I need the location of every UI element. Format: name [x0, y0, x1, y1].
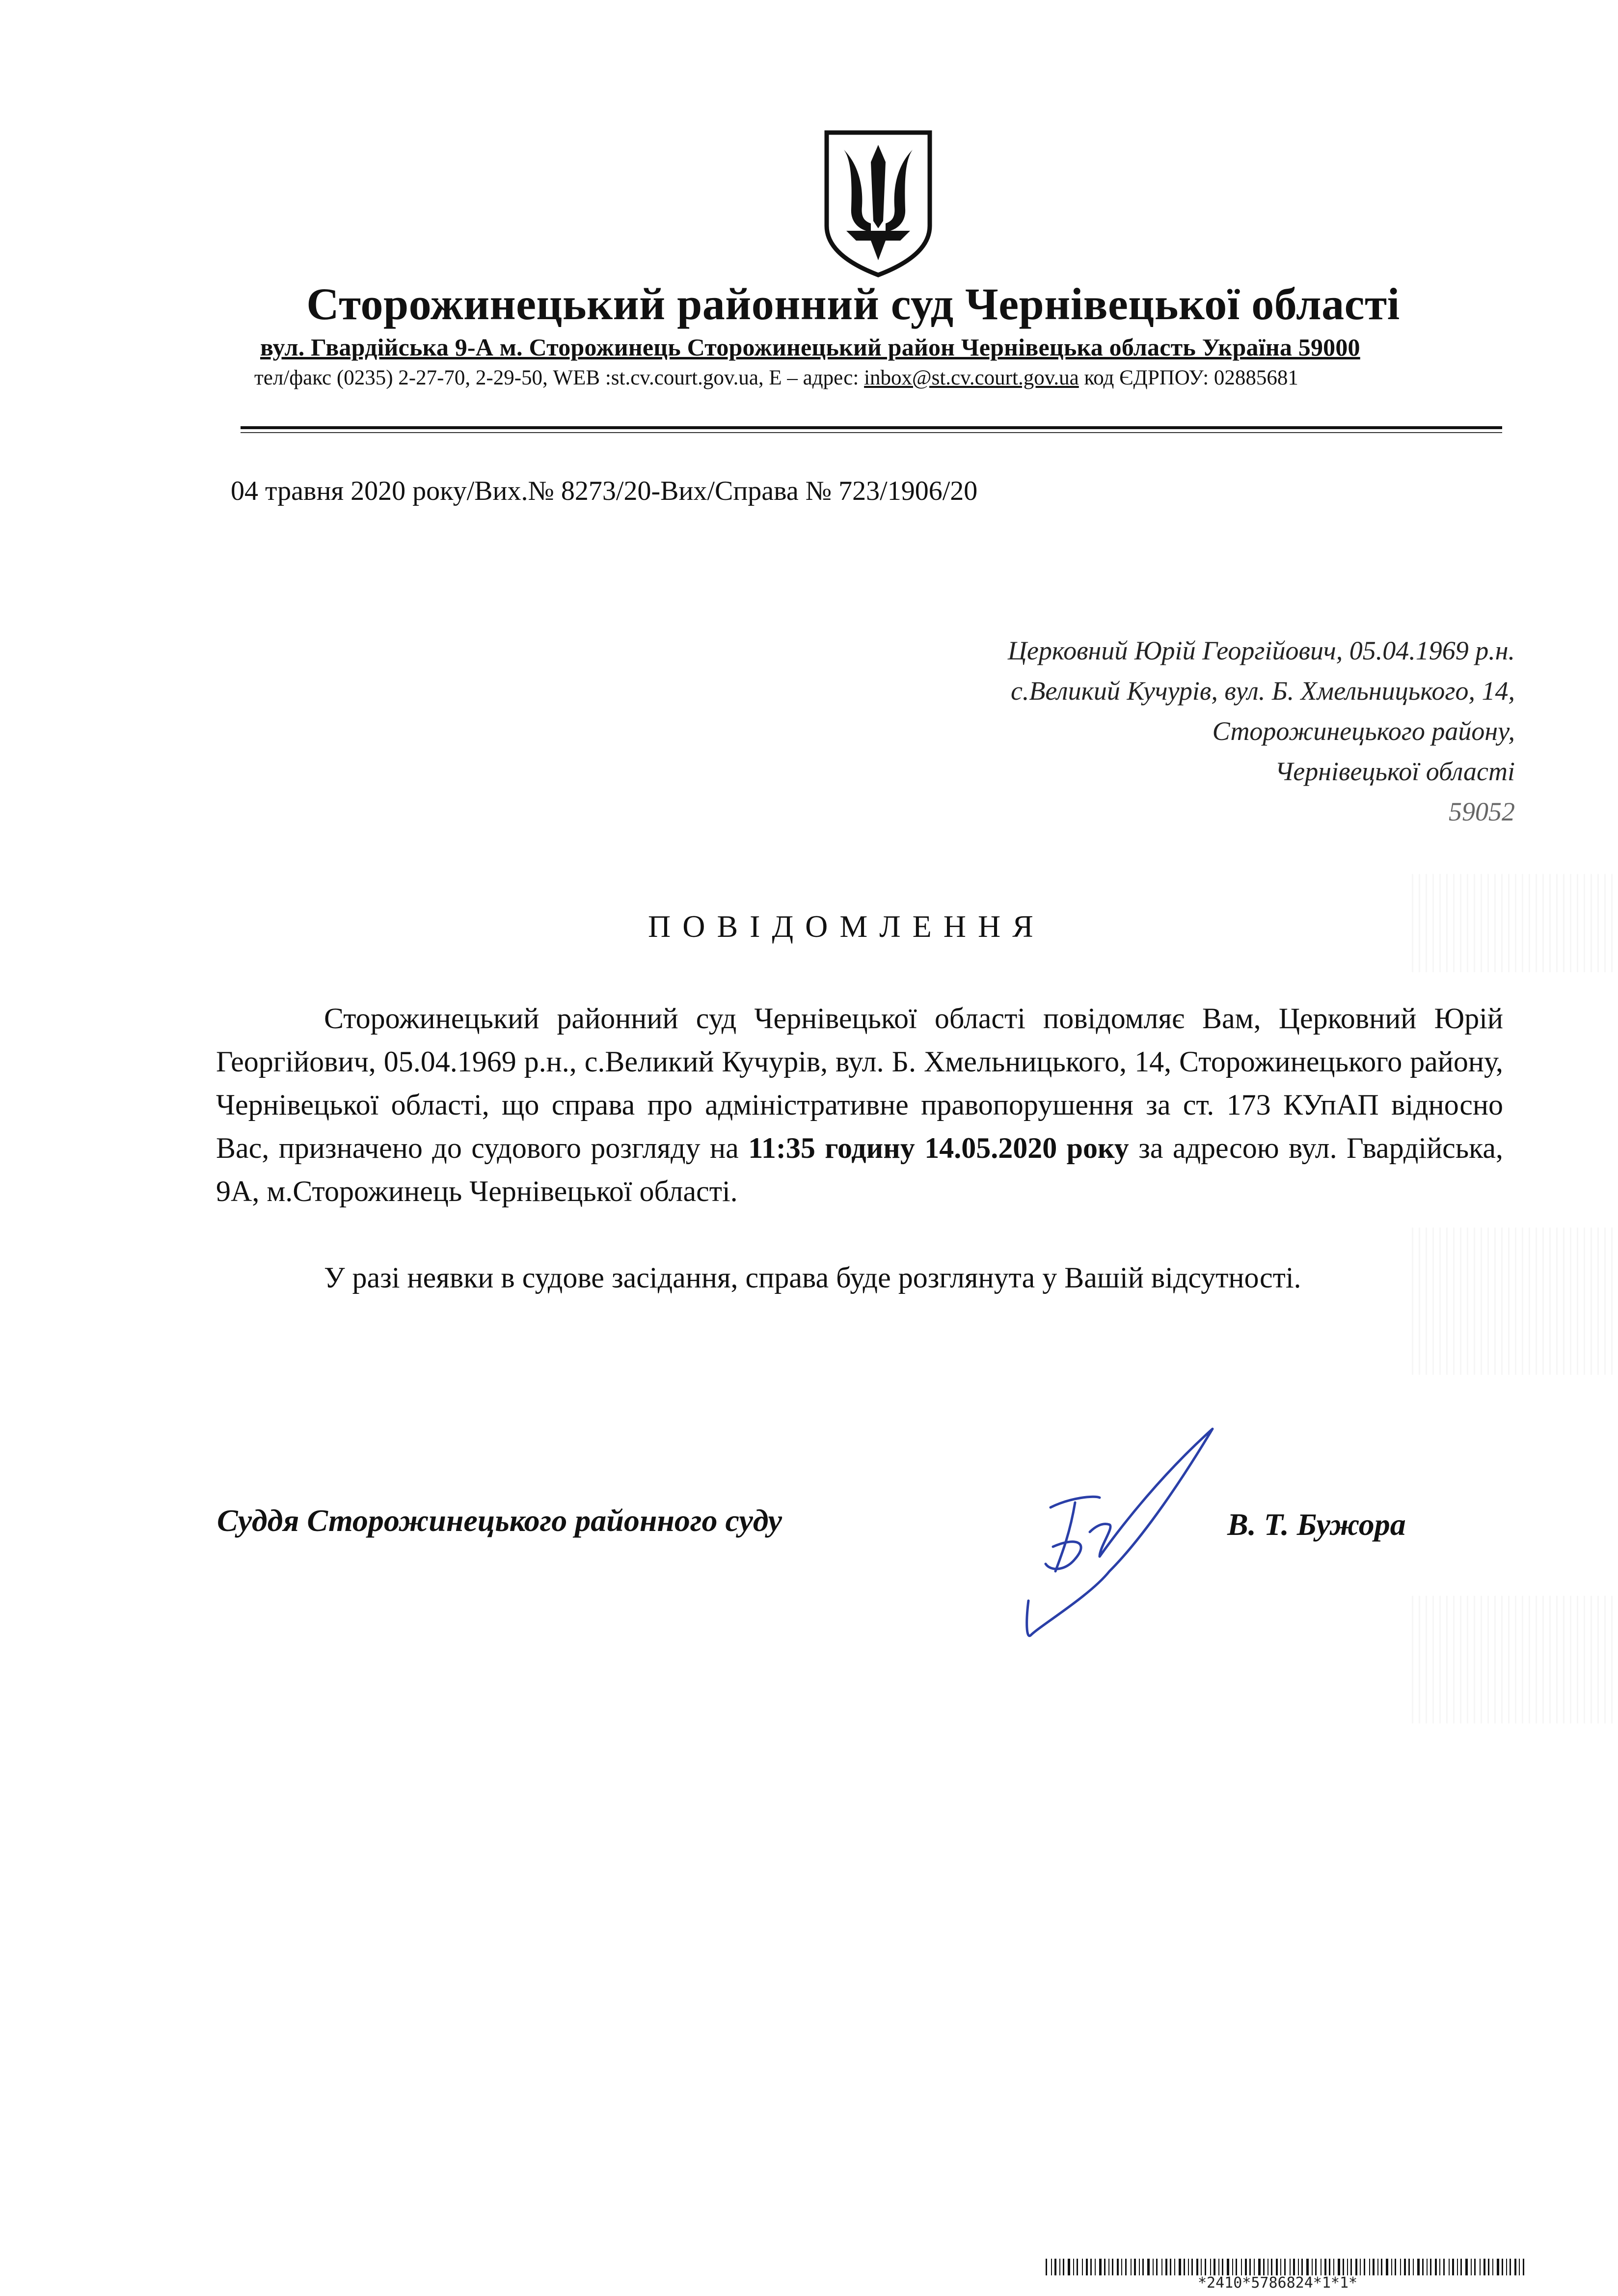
judge-name: В. Т. Бужора	[1227, 1507, 1406, 1542]
header-divider	[241, 426, 1502, 429]
barcode-text: *2410*5786824*1*1*	[1198, 2274, 1358, 2292]
scan-artifact	[1412, 1596, 1618, 1723]
barcode-bar	[1510, 2259, 1511, 2275]
barcode-bar	[1188, 2259, 1189, 2275]
scan-artifact	[1412, 874, 1618, 972]
barcode-bar	[1073, 2259, 1074, 2275]
barcode-bar	[1474, 2259, 1476, 2275]
contacts-prefix: тел/факс (0235) 2-27-70, 2-29-50, WEB :st.cv.court.gov.ua, E – адрес:	[254, 366, 864, 389]
barcode-bar	[1156, 2259, 1158, 2275]
barcode-bar	[1165, 2259, 1167, 2275]
barcode-bar	[1210, 2259, 1211, 2275]
barcode-bar	[1184, 2259, 1185, 2275]
barcode-bar	[1153, 2259, 1154, 2275]
barcode-bar	[1077, 2259, 1078, 2275]
judge-title: Суддя Сторожинецького районного суду	[217, 1503, 782, 1538]
barcode-icon	[1046, 2259, 1527, 2275]
barcode-bar	[1099, 2259, 1102, 2275]
barcode-bar	[1523, 2259, 1524, 2275]
barcode-bar	[1082, 2259, 1083, 2275]
hearing-time: 11:35 годину 14.05.2020 року	[748, 1132, 1129, 1164]
barcode-bar	[1519, 2259, 1520, 2275]
barcode-bar	[1201, 2259, 1202, 2275]
barcode-bar	[1117, 2259, 1119, 2275]
barcode-bar	[1488, 2259, 1489, 2275]
barcode-bar	[1324, 2259, 1326, 2275]
barcode-bar	[1338, 2259, 1340, 2275]
barcode-bar	[1254, 2259, 1255, 2275]
barcode-bar	[1369, 2259, 1370, 2275]
barcode-bar	[1298, 2259, 1299, 2275]
header-divider-thin	[241, 432, 1502, 433]
barcode-bar	[1391, 2259, 1392, 2275]
barcode-bar	[1449, 2259, 1450, 2275]
barcode-bar	[1471, 2259, 1472, 2275]
barcode-bar	[1312, 2259, 1313, 2275]
barcode-bar	[1245, 2259, 1247, 2275]
barcode-bar	[1196, 2259, 1198, 2275]
barcode-bar	[1174, 2259, 1175, 2275]
court-address: вул. Гвардійська 9-А м. Сторожинець Сторожинецький район Чернівецька область Україна 59000	[260, 333, 1360, 361]
barcode-bar	[1046, 2259, 1047, 2275]
barcode-bar	[1483, 2259, 1485, 2275]
barcode-bar	[1395, 2259, 1396, 2275]
barcode-bar	[1492, 2259, 1493, 2275]
barcode-bar	[1276, 2259, 1278, 2275]
barcode-bar	[1413, 2259, 1414, 2275]
barcode-bar	[1452, 2259, 1454, 2275]
barcode-bar	[1125, 2259, 1127, 2275]
barcode-bar	[1460, 2259, 1462, 2275]
barcode-bar	[1147, 2259, 1150, 2275]
barcode-bar	[1422, 2259, 1424, 2275]
p1-start: Сторожинецький районний суд Чернівецької області повідомляє Вам, Церковний Юрій Георгійович, 05.04.1969 р.н., с.Великий Кучурів, вул. Б. Хмельницького, 14, Сторожинецького району, Чернівецької області, що справа про адміністративне правопорушення за ст. 173 КУпАП відносно Вас, призначено до судового розгляду на	[216, 1002, 1503, 1164]
barcode-bar	[1222, 2259, 1223, 2275]
barcode-bar	[1443, 2259, 1445, 2275]
barcode-bar	[1236, 2259, 1237, 2275]
barcode-bar	[1241, 2259, 1242, 2275]
barcode-bar	[1090, 2259, 1092, 2275]
barcode-bar	[1139, 2259, 1140, 2275]
court-contacts	[254, 366, 1491, 390]
document-body	[216, 997, 1503, 1299]
barcode-bar	[1232, 2259, 1233, 2275]
barcode-bar	[1506, 2259, 1507, 2275]
barcode-bar	[1306, 2259, 1309, 2275]
barcode-bar	[1059, 2259, 1060, 2275]
recipient-block	[680, 630, 1515, 832]
scan-artifact	[1412, 1228, 1618, 1375]
barcode-bar	[1333, 2259, 1334, 2275]
barcode-bar	[1457, 2259, 1458, 2275]
barcode-bar	[1068, 2259, 1070, 2275]
barcode-bar	[1404, 2259, 1406, 2275]
barcode-bar	[1301, 2259, 1303, 2275]
recipient-district: Сторожинецького району,	[1212, 716, 1515, 746]
barcode-bar	[1218, 2259, 1219, 2275]
recipient-postcode: 59052	[1449, 797, 1515, 826]
document-title: ПОВІДОМЛЕННЯ	[648, 909, 1045, 944]
barcode-bar	[1095, 2259, 1096, 2275]
barcode-bar	[1161, 2259, 1162, 2275]
barcode-bar	[1329, 2259, 1330, 2275]
barcode-bar	[1108, 2259, 1109, 2275]
barcode-bar	[1377, 2259, 1378, 2275]
barcode-bar	[1435, 2259, 1437, 2275]
reference-line: 04 травня 2020 року/Вих.№ 8273/20-Вих/Справа № 723/1906/20	[231, 476, 978, 506]
barcode-bar	[1439, 2259, 1440, 2275]
barcode-bar	[1355, 2259, 1357, 2275]
recipient-name: Церковний Юрій Георгійович, 05.04.1969 р.н.	[1007, 636, 1515, 665]
body-paragraph-2: У разі неявки в судове засідання, справа буде розглянута у Вашій відсутності.	[324, 1261, 1301, 1294]
barcode-bar	[1280, 2259, 1281, 2275]
barcode-bar	[1121, 2259, 1122, 2275]
barcode-bar	[1350, 2259, 1352, 2275]
barcode-bar	[1086, 2259, 1088, 2275]
barcode-bar	[1227, 2259, 1229, 2275]
body-paragraph-1	[216, 997, 1503, 1213]
barcode-bar	[1417, 2259, 1420, 2275]
barcode-bar	[1258, 2259, 1261, 2275]
barcode-bar	[1191, 2259, 1193, 2275]
barcode-bar	[1104, 2259, 1106, 2275]
barcode-bar	[1400, 2259, 1401, 2275]
barcode-bar	[1271, 2259, 1272, 2275]
barcode-bar	[1373, 2259, 1375, 2275]
barcode-bar	[1497, 2259, 1499, 2275]
court-name: Сторожинецький районний суд Чернівецької області	[306, 279, 1400, 329]
barcode-bar	[1170, 2259, 1171, 2275]
barcode-bar	[1514, 2259, 1516, 2275]
barcode-bar	[1205, 2259, 1206, 2275]
barcode-bar	[1502, 2259, 1503, 2275]
handwritten-signature-icon	[977, 1424, 1232, 1669]
recipient-street: с.Великий Кучурів, вул. Б. Хмельницького, 14,	[1010, 676, 1515, 706]
barcode-bar	[1293, 2259, 1295, 2275]
barcode-bar	[1131, 2259, 1132, 2275]
barcode-bar	[1249, 2259, 1251, 2275]
barcode-bar	[1179, 2259, 1181, 2275]
barcode-bar	[1051, 2259, 1052, 2275]
recipient-region: Чернівецької області	[1275, 757, 1515, 786]
barcode-bar	[1360, 2259, 1361, 2275]
barcode-bar	[1343, 2259, 1344, 2275]
barcode-bar	[1284, 2259, 1286, 2275]
contacts-suffix: код ЄДРПОУ: 02885681	[1079, 366, 1298, 389]
barcode-bar	[1465, 2259, 1468, 2275]
email-link[interactable]: inbox@st.cv.court.gov.ua	[864, 366, 1079, 389]
barcode-bar	[1480, 2259, 1481, 2275]
barcode-bar	[1408, 2259, 1410, 2275]
barcode-bar	[1381, 2259, 1382, 2275]
barcode-bar	[1430, 2259, 1431, 2275]
barcode-bar	[1315, 2259, 1317, 2275]
barcode-bar	[1263, 2259, 1265, 2275]
barcode-bar	[1134, 2259, 1136, 2275]
tryzub-coat-of-arms-icon	[817, 123, 940, 280]
barcode-bar	[1267, 2259, 1268, 2275]
barcode-bar	[1054, 2259, 1056, 2275]
barcode-bar	[1112, 2259, 1113, 2275]
p1-end: за адресою вул. Гвардійська, 9А, м.Сторожинець Чернівецької області.	[216, 1132, 1503, 1207]
barcode-bar	[1364, 2259, 1365, 2275]
barcode-bar	[1386, 2259, 1388, 2275]
barcode-bar	[1347, 2259, 1348, 2275]
barcode-bar	[1214, 2259, 1215, 2275]
barcode-bar	[1290, 2259, 1291, 2275]
barcode-bar	[1142, 2259, 1144, 2275]
barcode-bar	[1063, 2259, 1064, 2275]
barcode-bar	[1427, 2259, 1428, 2275]
